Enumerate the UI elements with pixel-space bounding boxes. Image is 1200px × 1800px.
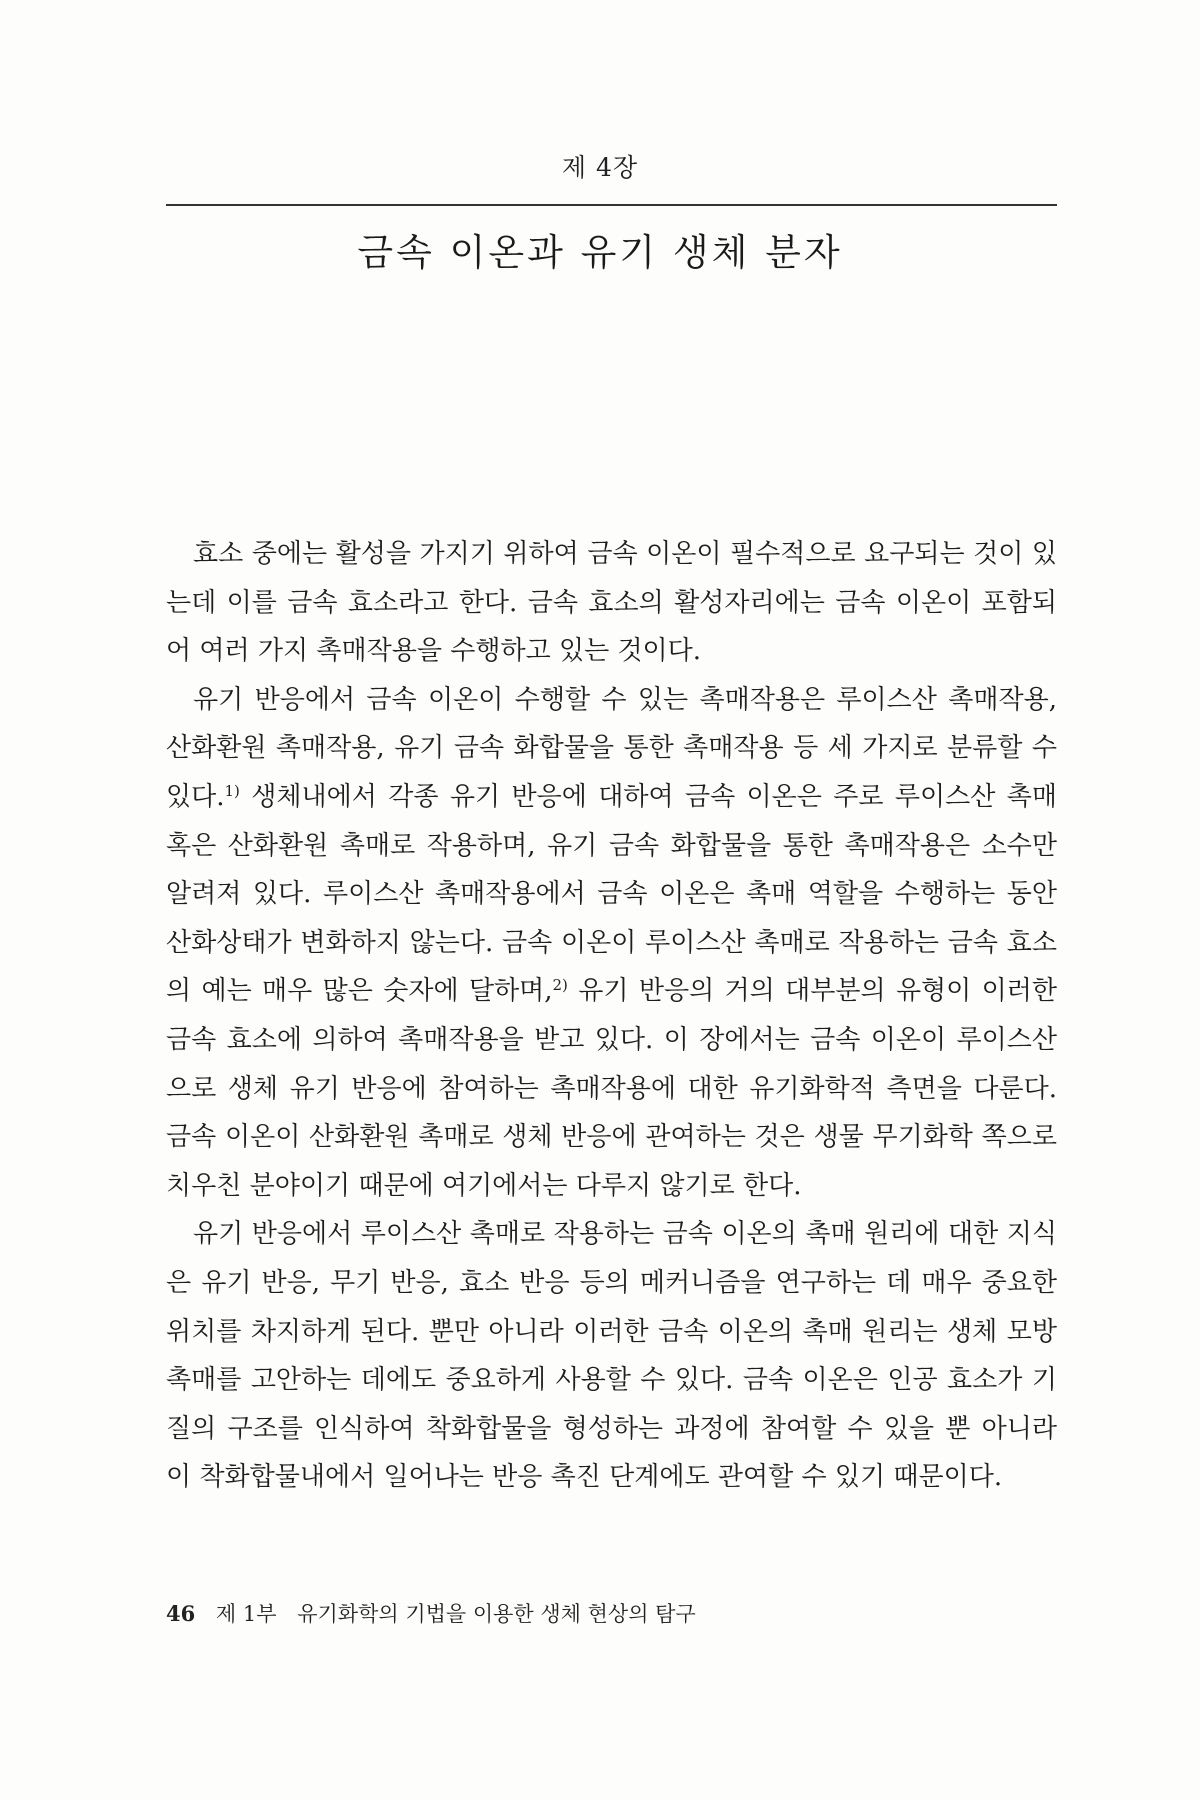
body-text [166, 530, 1057, 1502]
chapter-label: 제 4장 [561, 153, 639, 182]
chapter-title: 금속 이온과 유기 생체 분자 [357, 231, 843, 274]
footnote-ref-2: 2) [552, 976, 568, 995]
running-title: 유기화학의 기법을 이용한 생체 현상의 탐구 [297, 1602, 696, 1626]
paragraph-3: 유기 반응에서 루이스산 촉매로 작용하는 금속 이온의 촉매 원리에 대한 지식은 유기 반응, 무기 반응, 효소 반응 등의 메커니즘을 연구하는 데 매우 중요한 위치를 차지하게 된다. 뿐만 아니라 이러한 금속 이온의 촉매 원리는 생체 모방 촉매를 고안하는 데에도 중요하게 사용할 수 있다. 금속 이온은 인공 효소가 기질의 구조를 인식하여 착화합물을 형성하는 과정에 참여할 수 있을 뿐 아니라 이 착화합물내에서 일어나는 반응 촉진 단계에도 관여할 수 있기 때문이다. [166, 1219, 1057, 1493]
chapter-divider-rule [166, 204, 1057, 206]
paragraph-2 [166, 676, 1057, 1211]
paragraph-1: 효소 중에는 활성을 가지기 위하여 금속 이온이 필수적으로 요구되는 것이 있는데 이를 금속 효소라고 한다. 금속 효소의 활성자리에는 금속 이온이 포함되어 여러 가지 촉매작용을 수행하고 있는 것이다. [166, 539, 1057, 667]
page-number: 46 [166, 1601, 196, 1626]
page-footer [166, 1598, 696, 1628]
paragraph-2-part-a: 유기 반응에서 금속 이온이 수행할 수 있는 촉매작용은 루이스산 촉매작용, 산화환원 촉매작용, 유기 금속 화합물을 통한 촉매작용 등 세 가지로 분류할 수 있다. [166, 684, 1057, 812]
footnote-ref-1: 1) [224, 781, 240, 800]
part-label: 제 1부 [215, 1602, 277, 1626]
paragraph-2-part-b: 생체내에서 각종 유기 반응에 대하여 금속 이온은 주로 루이스산 촉매 혹은 산화환원 촉매로 작용하며, 유기 금속 화합물을 통한 촉매작용은 소수만 알려져 있다. 루이스산 촉매작용에서 금속 이온은 촉매 역할을 수행하는 동안 산화상태가 변화하지 않는다. 금속 이온이 루이스산 촉매로 작용하는 금속 효소의 예는 매우 많은 숫자에 달하며, [166, 781, 1057, 1007]
paragraph-2-part-c: 유기 반응의 거의 대부분의 유형이 이러한 금속 효소에 의하여 촉매작용을 받고 있다. 이 장에서는 금속 이온이 루이스산으로 생체 유기 반응에 참여하는 촉매작용에 대한 유기화학적 측면을 다룬다. 금속 이온이 산화환원 촉매로 생체 반응에 관여하는 것은 생물 무기화학 쪽으로 치우친 분야이기 때문에 여기에서는 다루지 않기로 한다. [166, 976, 1057, 1201]
